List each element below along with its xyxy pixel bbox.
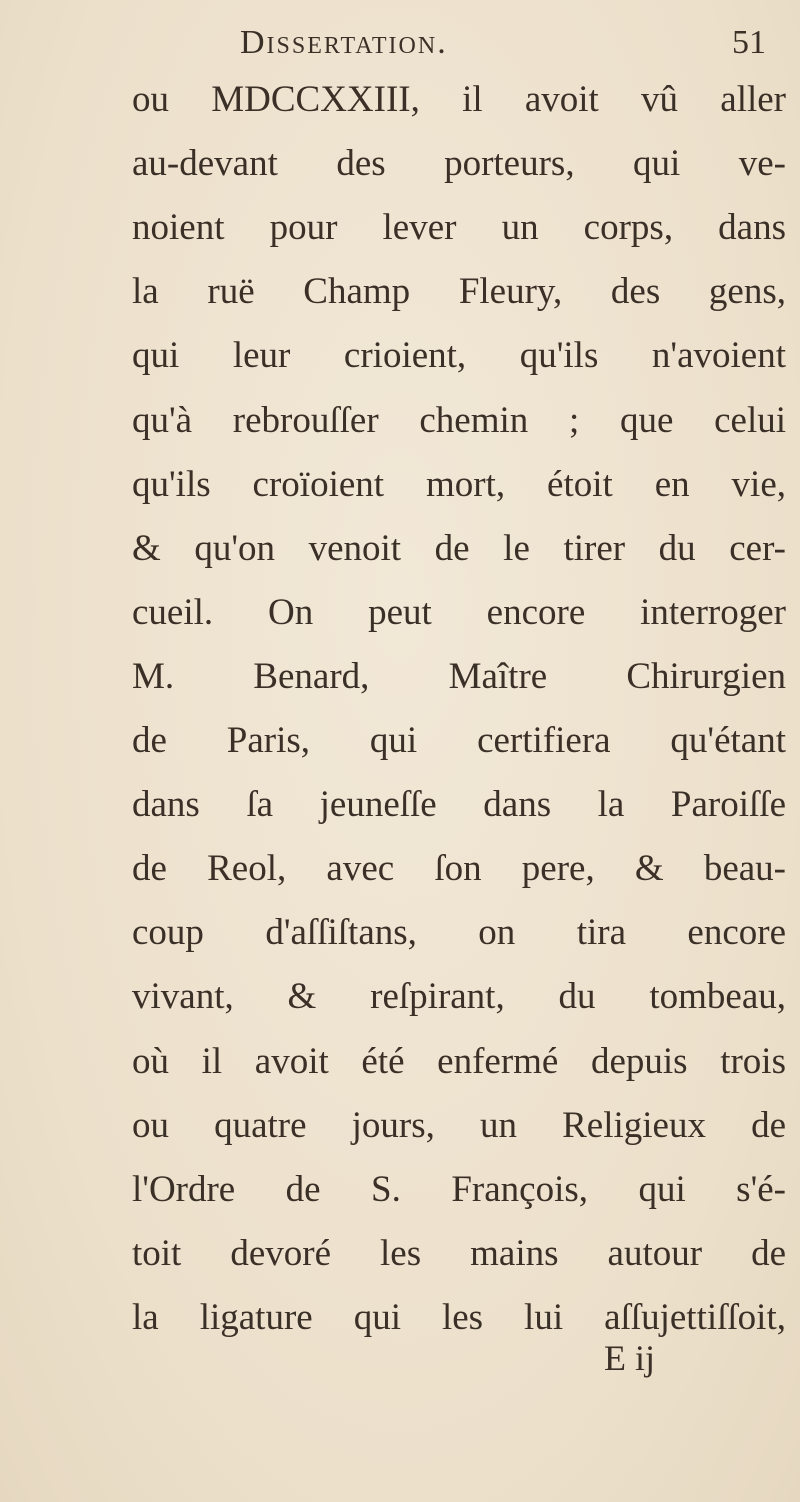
text-line: où il avoit été enfermé depuis trois — [132, 1040, 786, 1082]
text-line: la ligature qui les lui aſſujettiſſoit, — [132, 1296, 786, 1338]
text-line: de Paris, qui certifiera qu'étant — [132, 720, 786, 761]
text-line: de Reol, avec ſon pere, & beau- — [132, 848, 786, 890]
text-line: la ruë Champ Fleury, des gens, — [132, 271, 786, 313]
text-line: qui leur crioient, qu'ils n'avoient — [132, 335, 786, 377]
running-header — [240, 18, 780, 74]
text-line: l'Ordre de S. François, qui s'é- — [132, 1168, 786, 1210]
text-line: au-devant des porteurs, qui ve- — [132, 143, 786, 185]
signature-mark: E ij — [604, 1338, 655, 1378]
header-title: Dissertation. — [240, 24, 448, 61]
text-line: dans ſa jeuneſſe dans la Paroiſſe — [132, 784, 786, 826]
text-line: ou quatre jours, un Religieux de — [132, 1104, 786, 1146]
page-number: 51 — [732, 24, 766, 61]
text-line: qu'ils croïoient mort, étoit en vie, — [132, 463, 786, 505]
text-line: ou MDCCXXIII, il avoit vû aller — [132, 79, 786, 120]
text-line: & qu'on venoit de le tirer du cer- — [132, 527, 786, 569]
text-line: qu'à rebrouſſer chemin ; que celui — [132, 399, 786, 441]
text-line: cueil. On peut encore interroger — [132, 591, 786, 633]
text-line: M. Benard, Maître Chirurgien — [132, 655, 786, 697]
text-line: vivant, & reſpirant, du tombeau, — [132, 976, 786, 1018]
text-line: coup d'aſſiſtans, on tira encore — [132, 912, 786, 954]
text-line: toit devoré les mains autour de — [132, 1232, 786, 1274]
text-line: noient pour lever un corps, dans — [132, 207, 786, 249]
